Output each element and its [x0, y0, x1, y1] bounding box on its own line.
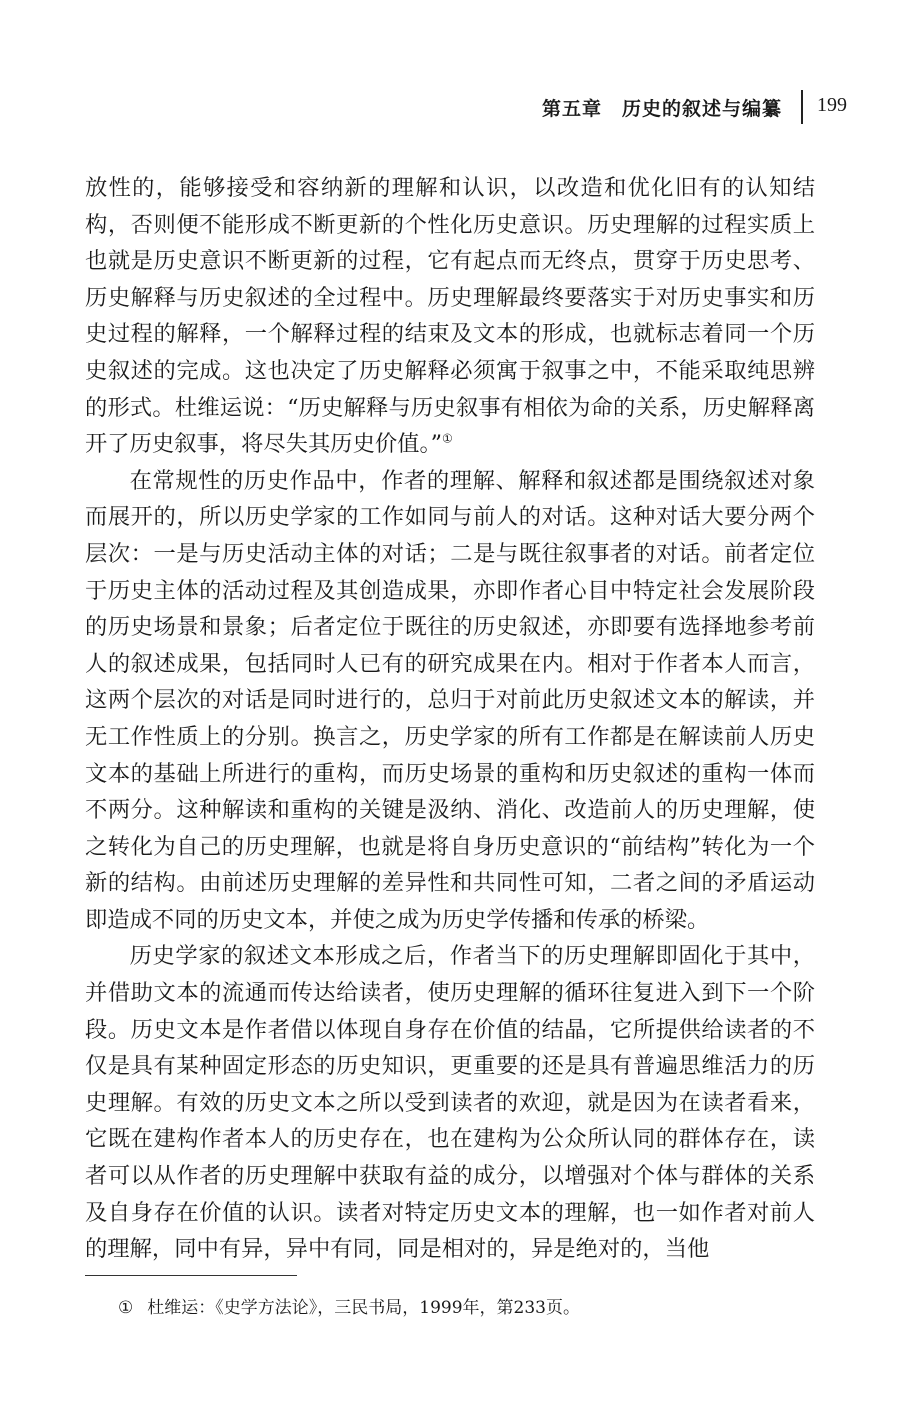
footnote-marker: ①: [118, 1298, 134, 1318]
paragraph: 历史学家的叙述文本形成之后，作者当下的历史理解即固化于其中，并借助文本的流通而传达给读者，使历史理解的循环往复进入到下一个阶段。历史文本是作者借以体现自身存在价值的结晶，它所提供给读者的不仅是具有某种固定形态的历史知识，更重要的还是具有普遍思维活力的历史理解。有效的历史文本之所以受到读者的欢迎，就是因为在读者看来，它既在建构作者本人的历史存在，也在建构为公众所认同的群体存在，读者可以从作者的历史理解中获取有益的成分，以增强对个体与群体的关系及自身存在价值的认识。读者对特定历史文本的理解，也一如作者对前人的理解，同中有异，异中有同，同是相对的，异是绝对的，当他: [85, 943, 815, 1263]
footnote-reference[interactable]: ①: [442, 431, 453, 446]
paragraph: 在常规性的历史作品中，作者的理解、解释和叙述都是围绕叙述对象而展开的，所以历史学家的工作如同与前人的对话。这种对话大要分两个层次：一是与历史活动主体的对话；二是与既往叙事者的对话。前者定位于历史主体的活动过程及其创造成果，亦即作者心目中特定社会发展阶段的历史场景和景象；后者定位于既往的历史叙述，亦即要有选择地参考前人的叙述成果，包括同时人已有的研究成果在内。相对于作者本人而言，这两个层次的对话是同时进行的，总归于对前此历史叙述文本的解读，并无工作性质上的分别。换言之，历史学家的所有工作都是在解读前人历史文本的基础上所进行的重构，而历史场景的重构和历史叙述的重构一体而不两分。这种解读和重构的关键是汲纳、消化、改造前人的历史理解，使之转化为自己的历史理解，也就是将自身历史意识的“前结构”转化为一个新的结构。由前述历史理解的差异性和共同性可知，二者之间的矛盾运动即造成不同的历史文本，并使之成为历史学传播和传承的桥梁。: [85, 467, 815, 933]
paragraph-continued: [85, 170, 815, 463]
footnote: [118, 1293, 580, 1318]
header-divider: [801, 90, 803, 124]
paragraph-text: 放性的，能够接受和容纳新的理解和认识，以改造和优化旧有的认知结构，否则便不能形成不断更新的个性化历史意识。历史理解的过程实质上也就是历史意识不断更新的过程，它有起点而无终点，贯穿于历史思考、历史解释与历史叙述的全过程中。历史理解最终要落实于对历史事实和历史过程的解释，一个解释过程的结束及文本的形成，也就标志着同一个历史叙述的完成。这也决定了历史解释必须寓于叙事之中，不能采取纯思辨的形式。杜维运说：“历史解释与历史叙事有相依为命的关系，历史解释离开了历史叙事，将尽失其历史价值。”: [85, 175, 815, 458]
body-text: [85, 170, 815, 1268]
footnote-text: 杜维运：《史学方法论》，三民书局，1999年，第233页。: [147, 1298, 580, 1318]
chapter-title: 第五章 历史的叙述与编纂: [541, 98, 782, 120]
running-header: [0, 92, 900, 128]
page-number: 199: [817, 94, 847, 116]
footnote-divider: [85, 1275, 297, 1276]
